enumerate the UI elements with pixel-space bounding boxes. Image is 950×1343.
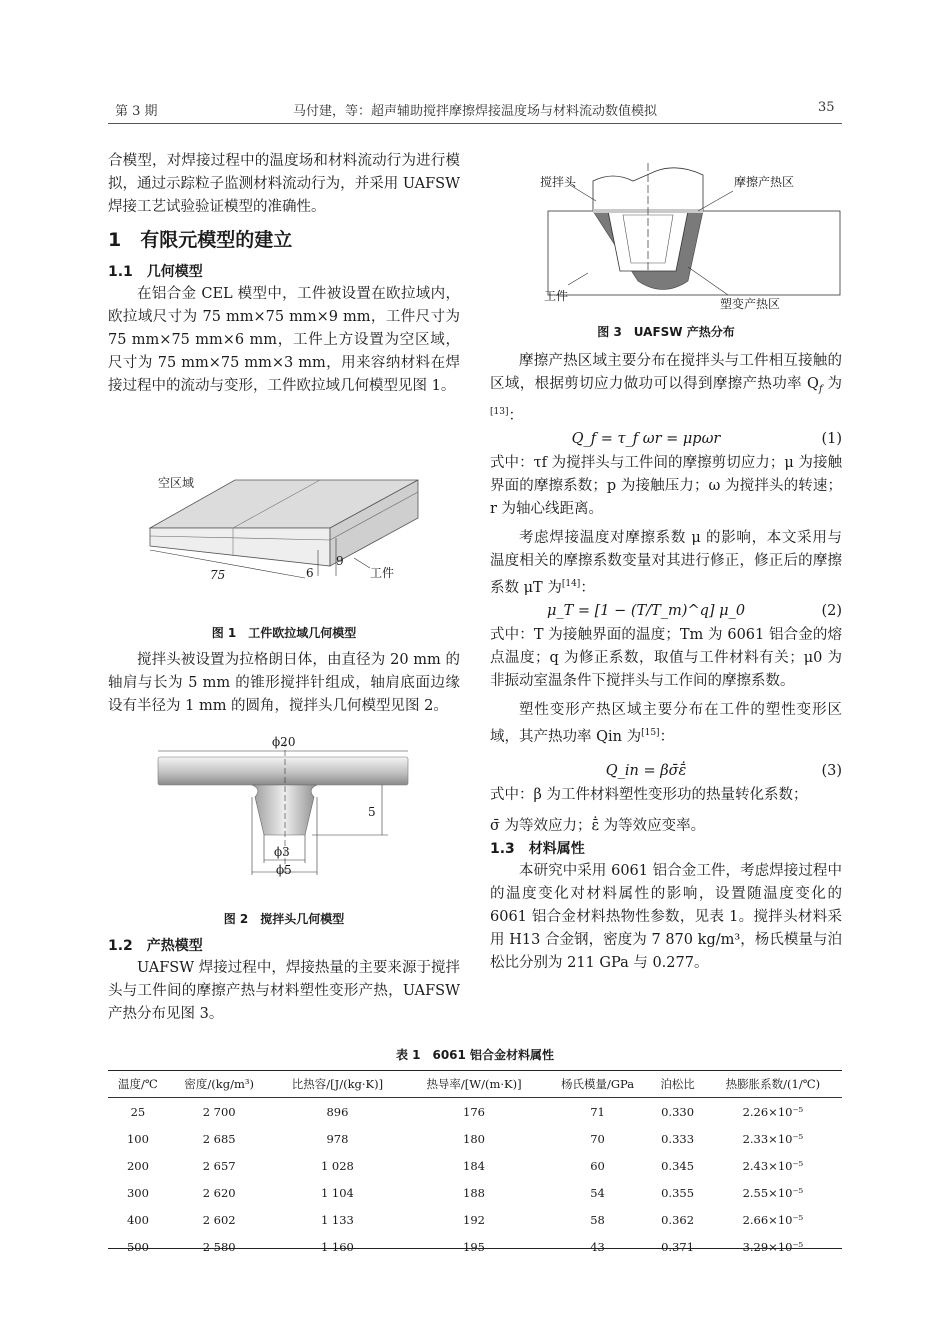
table-cell: 300 [126,1185,149,1200]
table-cell: 0.345 [661,1158,695,1173]
equation-2-number: (2) [821,602,842,619]
table-header-cell: 热膨胀系数/(1/℃) [704,1071,842,1098]
table-cell: 1 104 [320,1185,354,1200]
eq1-explanation: 式中：τf 为搅拌头与工件间的摩擦剪切应力；μ 为接触界面的摩擦系数；p 为接触压力；ω 为搅拌头的转速；r 为轴心线距离。 [490,454,842,517]
table-cell: 3.29×10⁻⁵ [742,1239,804,1254]
table-header-cell: 杨氏模量/GPa [544,1071,652,1098]
figure-3 [538,163,848,313]
table-header-cell: 热导率/[W/(m·K)] [404,1071,543,1098]
table-cell: 195 [463,1239,485,1254]
table-body [108,1098,842,1261]
table-cell: 2 685 [202,1131,236,1146]
table-cell: 2.66×10⁻⁵ [742,1212,804,1227]
equation-3-body: Q_in = βσ̄ε̄̇ [605,763,687,780]
colon-1: ： [508,407,523,424]
label-workpiece: 工件 [370,566,395,580]
table-row [108,1179,842,1206]
label-workpiece-fig3: 工件 [544,289,569,303]
friction-text-end: 为 [822,376,842,392]
table-cell: 2.26×10⁻⁵ [742,1104,804,1119]
figure-1 [140,468,440,608]
ref-14: [14] [561,578,581,589]
table-cell: 176 [463,1104,485,1119]
heat-model-paragraph: UAFSW 焊接过程中，焊接热量的主要来源于搅拌头与工件间的摩擦产热与材料塑性变形产热，UAFSW 产热分布见图 3。 [108,960,460,1022]
table-row [108,1206,842,1233]
eq3-explanation-2: σ̄ 为等效应力；ε̄̇ 为等效应变率。 [490,818,706,835]
table-cell: 2 580 [202,1239,236,1254]
table-cell: 978 [326,1131,349,1146]
table-header-cell: 比热容/[J/(kg·K)] [270,1071,404,1098]
eq2-explanation: 式中：T 为接触界面的温度；Tm 为 6061 铝合金的熔点温度；q 为修正系数，取值与工件材料有关；μ0 为非振动室温条件下搅拌头与工作间的摩擦系数。 [490,626,842,689]
table-row [108,1125,842,1152]
geometry-paragraph: 在铝合金 CEL 模型中，工件被设置在欧拉域内，欧拉域尺寸为 75 mm×75 mm×9 mm，工件尺寸为 75 mm×75 mm×6 mm，工件上方设置为空区域，尺寸为 75 mm×75 mm×3 mm，用来容纳材料在焊接过程中的流动与变形，工件欧拉域几何模型见图 1。 [108,286,460,394]
table-1-caption: 表 1 6061 铝合金材料属性 [395,1048,555,1062]
ref-13: [13] [490,406,509,417]
header-rule [108,123,842,124]
right-column [490,350,842,975]
table-cell: 0.355 [661,1185,695,1200]
table-cell: 184 [463,1158,485,1173]
label-friction-zone: 摩擦产热区 [734,175,795,189]
figure-2 [152,735,417,880]
header-page: 35 [818,100,835,115]
table-cell: 2 657 [202,1158,236,1173]
table-cell: 0.371 [661,1239,695,1254]
friction-subscript: f [818,383,823,395]
dim-75: 75 [210,568,226,582]
table-cell: 2 602 [202,1212,236,1227]
table-row [108,1152,842,1179]
table-cell: 54 [590,1185,605,1200]
tool-paragraph: 搅拌头被设置为拉格朗日体，由直径为 20 mm 的轴肩与长为 5 mm 的锥形搅拌针组成，轴肩底面边缘设有半径为 1 mm 的圆角，搅拌头几何模型见图 2。 [108,652,460,714]
material-properties-table [108,1071,842,1260]
dim-pin-length: 5 [368,805,376,819]
tool-paragraph-block [108,649,460,718]
table-cell: 70 [590,1131,605,1146]
colon-3: ： [659,728,675,745]
table-row [108,1233,842,1260]
table-cell: 0.330 [661,1104,695,1119]
table-cell: 0.333 [661,1131,695,1146]
equation-1 [490,428,842,452]
heat-distribution-diagram [538,163,848,313]
eq3-explanation: 式中：β 为工件材料塑性变形功的热量转化系数； [490,787,808,804]
plastic-text: 塑性变形产热区域主要分布在工件的塑性变形区域，其产热功率 Qin 为 [490,701,842,745]
table-cell: 192 [463,1212,485,1227]
table-cell: 200 [126,1158,149,1173]
table-cell: 71 [590,1104,605,1119]
table-header-cell: 泊松比 [651,1071,703,1098]
plastic-paragraph [490,699,842,749]
section-1-1-heading: 1.1 几何模型 [108,264,203,280]
label-tool: 搅拌头 [540,175,577,189]
equation-2-body: μ_T = [1 − (T/T_m)^q] μ_0 [546,602,746,619]
header-issue: 第 3 期 [115,104,158,119]
table-cell: 2.43×10⁻⁵ [742,1158,804,1173]
table-cell: 500 [126,1239,149,1254]
intro-paragraph: 合模型，对焊接过程中的温度场和材料流动行为进行模拟，通过示踪粒子监测材料流动行为，并采用 UAFSW 焊接工艺试验验证模型的准确性。 [108,153,460,215]
table-header-cell: 温度/℃ [108,1071,168,1098]
dim-pin-tip-diameter: ϕ3 [274,845,290,859]
dim-9: 9 [336,554,344,568]
table-cell: 1 160 [320,1239,354,1254]
table-cell: 188 [463,1185,485,1200]
table-bottom-rule [108,1248,842,1249]
dim-pin-root-diameter: ϕ5 [276,863,292,877]
section-1-3-heading: 1.3 材料属性 [490,841,585,858]
colon-2: ： [580,579,595,596]
equation-3 [490,760,842,784]
table-cell: 100 [126,1131,149,1146]
heat-model-block [108,935,460,1026]
figure-1-caption: 图 1 工件欧拉域几何模型 [211,626,357,640]
table-cell: 60 [590,1158,605,1173]
left-column [108,150,460,398]
table-cell: 1 133 [320,1212,354,1227]
table-cell: 2 620 [202,1185,236,1200]
table-header-row [108,1071,842,1098]
figure-3-caption: 图 3 UAFSW 产热分布 [597,325,735,339]
material-paragraph: 本研究中采用 6061 铝合金工件，考虑焊接过程中的温度变化对材料属性的影响，设置随温度变化的 6061 铝合金材料热物性参数，见表 1。搅拌头材料采用 H13 合金钢，密度为 7 870 kg/m³，杨氏模量与泊松比分别为 211 GPa 与 0.277。 [490,863,842,972]
equation-2 [490,600,842,624]
equation-1-number: (1) [821,430,842,447]
dim-shoulder-diameter: ϕ20 [272,735,296,749]
header-title: 马付建，等：超声辅助搅拌摩擦焊接温度场与材料流动数值模拟 [292,104,657,119]
ref-15: [15] [641,727,660,738]
friction-paragraph [490,350,842,428]
table-cell: 180 [463,1131,485,1146]
label-void-region: 空区域 [158,476,195,490]
section-1-heading: 1 有限元模型的建立 [108,229,293,251]
table-cell: 2.55×10⁻⁵ [742,1185,804,1200]
table-cell: 43 [590,1239,605,1254]
table-cell: 2 700 [202,1104,236,1119]
friction-text: 摩擦产热区域主要分布在搅拌头与工件相互接触的区域，根据剪切应力做功可以得到摩擦产热功率 Q [490,353,842,392]
dim-6: 6 [306,566,314,580]
mu-text: 考虑焊接温度对摩擦系数 μ 的影响，本文采用与温度相关的摩擦系数变量对其进行修正，修正后的摩擦系数 μT 为 [490,529,842,596]
table-cell: 25 [130,1104,146,1119]
figure-2-caption: 图 2 搅拌头几何模型 [223,912,345,926]
label-plastic-zone: 塑变产热区 [720,297,781,311]
table-cell: 400 [126,1212,149,1227]
table-cell: 58 [590,1212,605,1227]
table-cell: 2.33×10⁻⁵ [742,1131,804,1146]
table-cell: 896 [326,1104,349,1119]
table-row [108,1098,842,1126]
table-header-cell: 密度/(kg/m³) [168,1071,271,1098]
table-cell: 1 028 [320,1158,354,1173]
equation-3-number: (3) [821,763,842,780]
mu-paragraph [490,527,842,600]
equation-1-body: Q_f = τ_f ωr = μpωr [571,430,721,447]
table-cell: 0.362 [661,1212,695,1227]
section-1-2-heading: 1.2 产热模型 [108,938,203,954]
